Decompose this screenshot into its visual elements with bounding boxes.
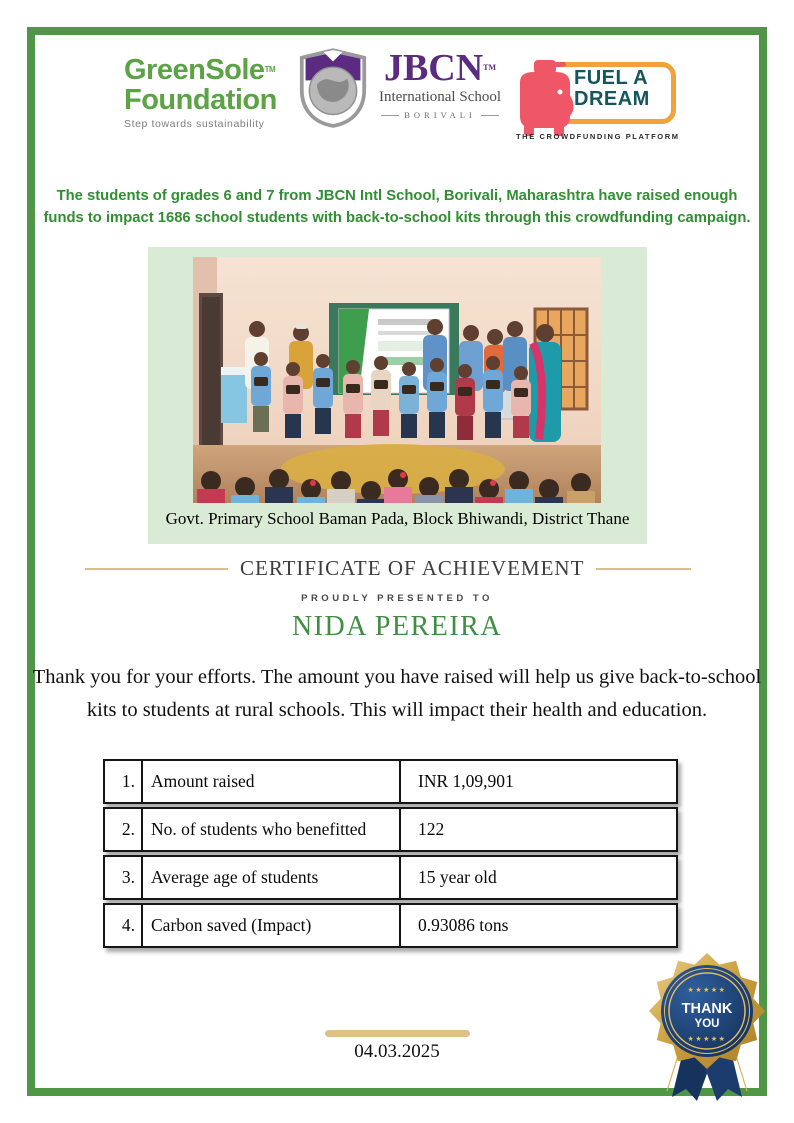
table-row <box>103 903 678 948</box>
recipient-name: NIDA PEREIRA <box>291 611 503 642</box>
certificate-date: 04.03.2025 <box>354 1041 440 1062</box>
jbcn-city: BORIVALI <box>404 110 476 120</box>
row-label: Amount raised <box>143 761 401 802</box>
photo-caption: Govt. Primary School Baman Pada, Block Bhiwandi, District Thane <box>165 509 630 528</box>
date-divider-bar <box>325 1030 470 1037</box>
row-label: No. of students who benefitted <box>143 809 401 850</box>
jbcn-name <box>376 49 504 87</box>
badge-stars-bottom: ★★★★★ <box>687 1035 727 1043</box>
jbcn-shield-icon <box>298 47 368 129</box>
jbcn-logo <box>298 47 506 129</box>
fueladream-line1: FUEL A <box>574 67 649 89</box>
jbcn-tm-mark: TM <box>483 63 497 72</box>
jbcn-left-dash <box>381 115 399 116</box>
row-value: 122 <box>418 819 445 839</box>
greensole-name-line1 <box>124 55 284 85</box>
certificate-heading: CERTIFICATE OF ACHIEVEMENT <box>240 556 585 580</box>
row-number: 3. <box>105 857 143 898</box>
intro-paragraph: The students of grades 6 and 7 from JBCN Intl School, Borivali, Maharashtra have raised enough funds to impact 1686 school students with back-to-school kits through this crowdfunding campaign. <box>43 188 751 226</box>
school-photo <box>193 257 601 503</box>
greensole-word1: GreenSole <box>124 54 265 86</box>
row-value: 15 year old <box>418 867 497 887</box>
presented-to-label: PROUDLY PRESENTED TO <box>301 593 493 604</box>
row-value: INR 1,09,901 <box>418 771 514 791</box>
badge-line1: THANK <box>681 1001 733 1017</box>
heading-right-line <box>596 568 691 570</box>
greensole-tagline: Step towards sustainability <box>124 118 265 130</box>
table-row <box>103 807 678 852</box>
photo-panel <box>148 247 647 544</box>
impact-table <box>103 759 678 951</box>
table-row <box>103 855 678 900</box>
row-label: Carbon saved (Impact) <box>143 905 401 946</box>
fueladream-tagline: THE CROWDFUNDING PLATFORM <box>516 132 680 141</box>
thank-you-message: Thank you for your efforts. The amount you have raised will help us give back-to-school kits to students at rural schools. This will impact their health and education. <box>32 666 762 721</box>
heading-left-line <box>85 568 228 570</box>
row-number: 1. <box>105 761 143 802</box>
row-number: 4. <box>105 905 143 946</box>
greensole-logo <box>124 55 284 130</box>
badge-line2: YOU <box>694 1018 720 1030</box>
fueladream-name <box>574 68 674 110</box>
greensole-name-line2: Foundation <box>124 84 277 116</box>
row-value: 0.93086 tons <box>418 915 509 935</box>
certificate-heading-row <box>85 556 691 581</box>
row-label: Average age of students <box>143 857 401 898</box>
fueladream-elephant-icon <box>512 52 582 140</box>
jbcn-subtitle: International School <box>378 89 502 105</box>
jbcn-right-dash <box>481 115 499 116</box>
row-number: 2. <box>105 809 143 850</box>
greensole-tm-mark: TM <box>264 65 276 74</box>
fueladream-line2: DREAM <box>574 88 650 110</box>
jbcn-city-row <box>376 110 504 120</box>
badge-stars-top: ★★★★★ <box>687 986 727 994</box>
thank-you-badge <box>647 951 767 1103</box>
table-row <box>103 759 678 804</box>
jbcn-acronym: JBCN <box>383 47 484 89</box>
